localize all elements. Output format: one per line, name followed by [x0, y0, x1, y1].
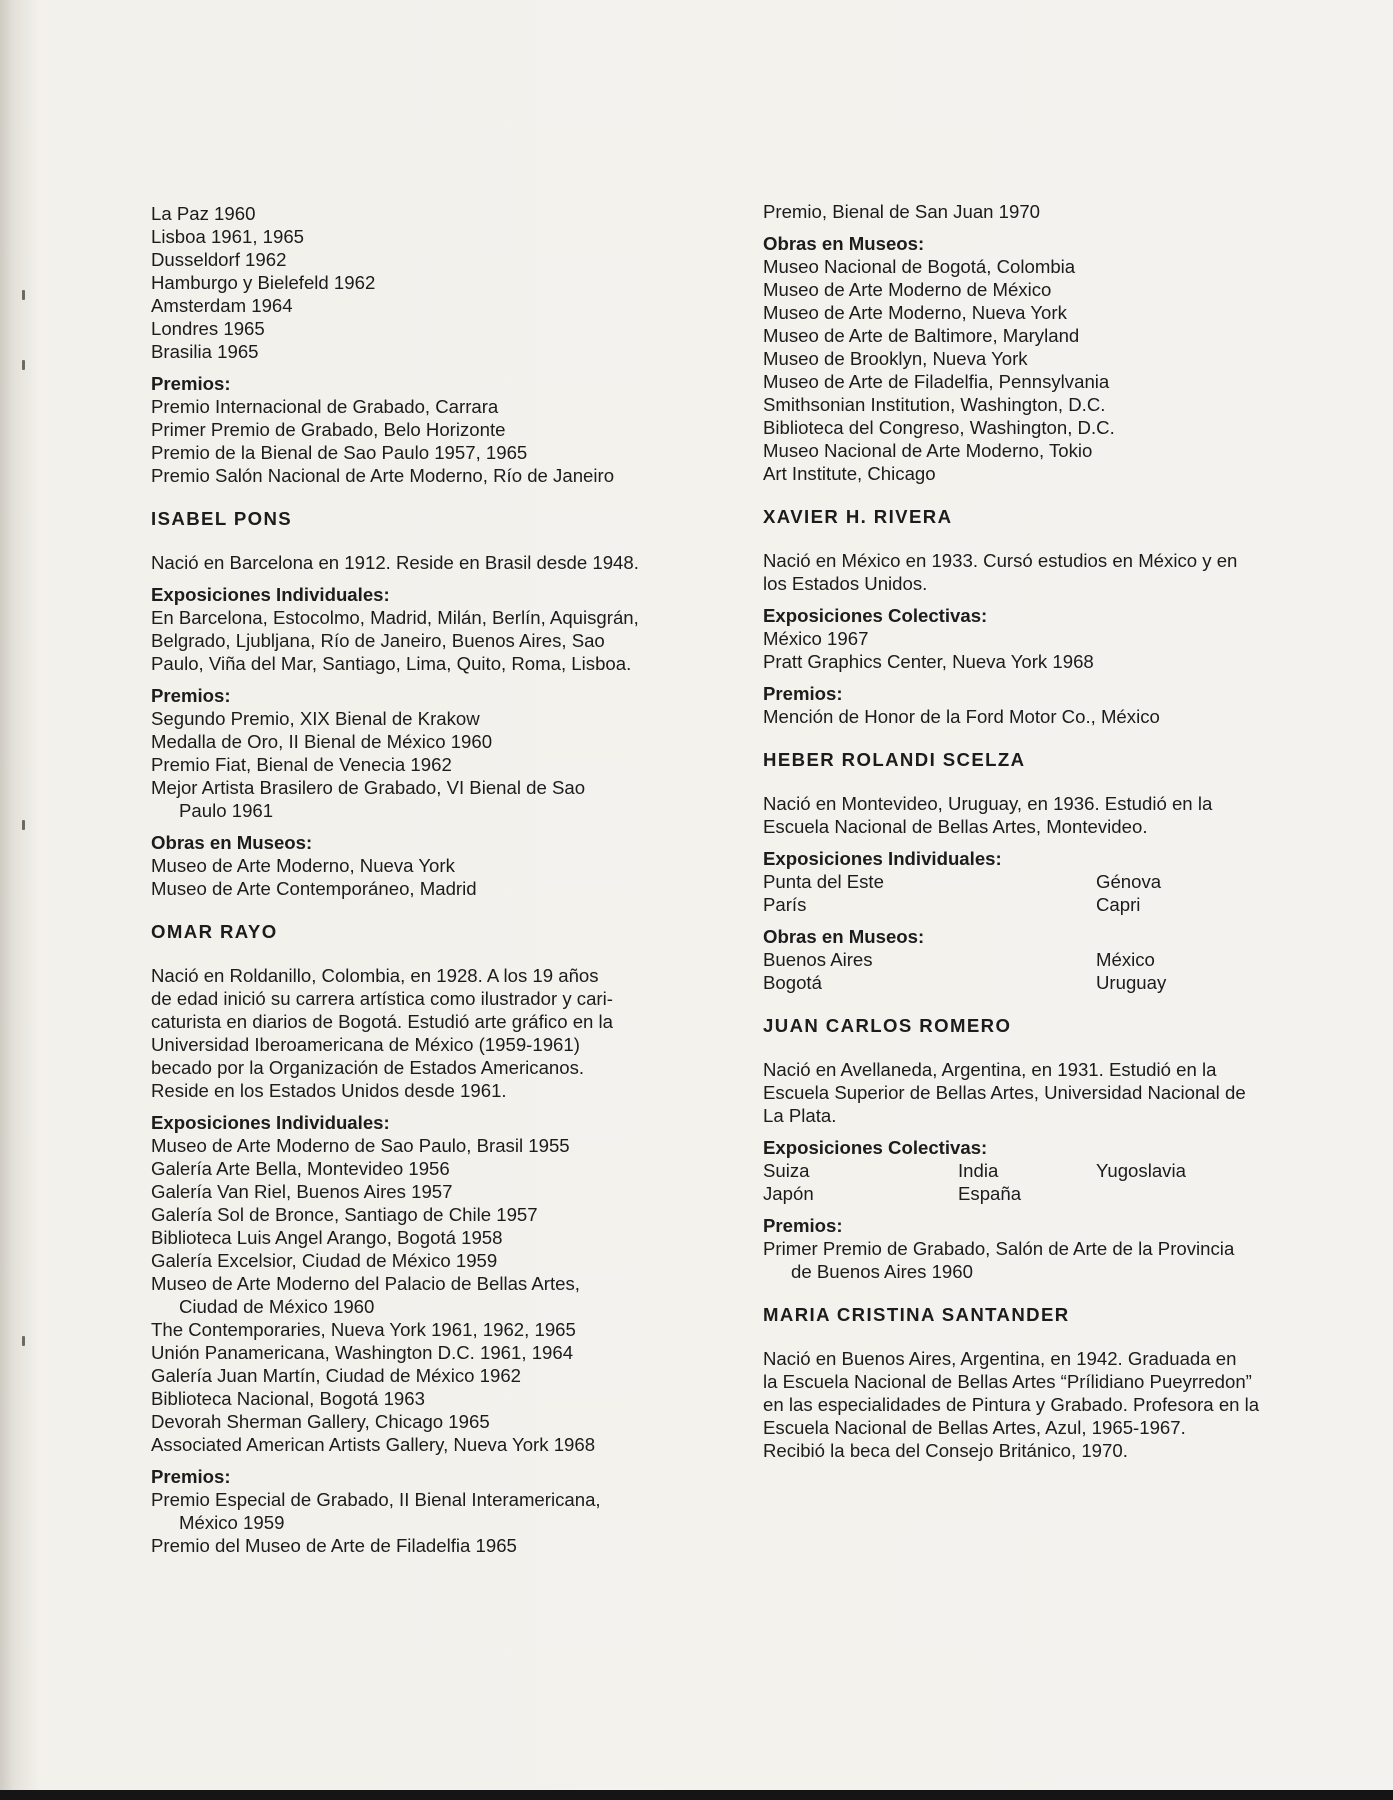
list-item: París: [763, 894, 807, 915]
exhibitions-list: [151, 1134, 751, 1456]
exhibition-cities: [151, 202, 751, 363]
artist-bio: [151, 964, 751, 1102]
bio-line: becado por la Organización de Estados Americanos.: [151, 1057, 585, 1078]
list-item: Yugoslavia: [1096, 1160, 1186, 1181]
exhibitions-list: [151, 606, 751, 675]
awards-list: [151, 707, 751, 822]
list-item: Museo de Arte de Filadelfia, Pennsylvania: [763, 371, 1110, 392]
section-label: Exposiciones Individuales:: [763, 848, 1002, 869]
list-item: México 1967: [763, 628, 869, 649]
awards-list: [151, 395, 751, 487]
section-label: Premios:: [151, 685, 231, 706]
artist-name: HEBER ROLANDI SCELZA: [763, 749, 1026, 770]
list-item: Museo de Arte Moderno, Nueva York: [763, 302, 1067, 323]
list-item: Premio del Museo de Arte de Filadelfia 1965: [151, 1535, 517, 1556]
artist-name: MARIA CRISTINA SANTANDER: [763, 1304, 1070, 1325]
list-item: Amsterdam 1964: [151, 295, 293, 316]
section-label: Exposiciones Individuales:: [151, 584, 390, 605]
artist-bio: [763, 1347, 1323, 1462]
list-item: Biblioteca Luis Angel Arango, Bogotá 1958: [151, 1227, 503, 1248]
list-item: Londres 1965: [151, 318, 265, 339]
list-item: La Paz 1960: [151, 203, 256, 224]
artist-bio: [763, 792, 1323, 838]
left-column: [151, 202, 751, 1557]
page-bottom-edge: [0, 1790, 1393, 1800]
list-item: Museo Nacional de Arte Moderno, Tokio: [763, 440, 1093, 461]
list-item: Suiza: [763, 1160, 810, 1181]
list-item: Génova: [1096, 871, 1162, 892]
list-item: México: [1096, 949, 1155, 970]
list-item: Galería Arte Bella, Montevideo 1956: [151, 1158, 450, 1179]
list-item: India: [958, 1160, 999, 1181]
bio-line: Reside en los Estados Unidos desde 1961.: [151, 1080, 507, 1101]
museums-list: [763, 255, 1323, 485]
exhibitions-list: [763, 627, 1323, 673]
section-label: Obras en Museos:: [763, 233, 925, 254]
list-item: Museo de Arte Moderno de Sao Paulo, Brasil 1955: [151, 1135, 570, 1156]
bio-line: Escuela Nacional de Bellas Artes, Azul, 1965-1967.: [763, 1417, 1186, 1438]
list-item: México 1959: [179, 1512, 285, 1533]
list-item: Museo de Brooklyn, Nueva York: [763, 348, 1028, 369]
exhibitions-grid: [763, 870, 1323, 916]
bio-line: Nació en México en 1933. Cursó estudios en México y en: [763, 550, 1238, 571]
list-item: Premio Internacional de Grabado, Carrara: [151, 396, 499, 417]
section-label: Premios:: [151, 1466, 231, 1487]
list-item: Brasilia 1965: [151, 341, 259, 362]
list-item: En Barcelona, Estocolmo, Madrid, Milán, Berlín, Aquisgrán,: [151, 607, 639, 628]
artist-bio: Nació en Barcelona en 1912. Reside en Brasil desde 1948.: [151, 552, 639, 573]
list-item: Japón: [763, 1183, 814, 1204]
list-item: Museo de Arte Moderno del Palacio de Bellas Artes,: [151, 1273, 580, 1294]
list-item: Paulo, Viña del Mar, Santiago, Lima, Quito, Roma, Lisboa.: [151, 653, 632, 674]
list-item: Galería Excelsior, Ciudad de México 1959: [151, 1250, 498, 1271]
right-column: [763, 200, 1323, 1462]
list-item: [1096, 1182, 1256, 1205]
list-item: Galería Juan Martín, Ciudad de México 1962: [151, 1365, 522, 1386]
binding-mark: [22, 820, 25, 830]
list-item: Ciudad de México 1960: [179, 1296, 375, 1317]
list-item: Unión Panamericana, Washington D.C. 1961, 1964: [151, 1342, 574, 1363]
list-item: Dusseldorf 1962: [151, 249, 287, 270]
section-label: Exposiciones Individuales:: [151, 1112, 390, 1133]
museums-grid: [763, 948, 1323, 994]
list-item: Capri: [1096, 894, 1141, 915]
list-item: Galería Sol de Bronce, Santiago de Chile 1957: [151, 1204, 538, 1225]
section-label: Premios:: [151, 373, 231, 394]
list-item: Smithsonian Institution, Washington, D.C.: [763, 394, 1106, 415]
list-item: Museo de Arte de Baltimore, Maryland: [763, 325, 1080, 346]
list-item: Belgrado, Ljubljana, Río de Janeiro, Buenos Aires, Sao: [151, 630, 605, 651]
list-item: Art Institute, Chicago: [763, 463, 936, 484]
list-item: Biblioteca del Congreso, Washington, D.C.: [763, 417, 1115, 438]
bio-line: Universidad Iberoamericana de México (1959-1961): [151, 1034, 580, 1055]
exhibitions-grid: [763, 1159, 1323, 1205]
section-label: Obras en Museos:: [763, 926, 925, 947]
artist-bio: [763, 549, 1323, 595]
list-item: Museo Nacional de Bogotá, Colombia: [763, 256, 1076, 277]
list-item: Associated American Artists Gallery, Nueva York 1968: [151, 1434, 596, 1455]
list-item: España: [958, 1183, 1022, 1204]
binding-mark: [22, 1336, 25, 1346]
bio-line: caturista en diarios de Bogotá. Estudió arte gráfico en la: [151, 1011, 614, 1032]
list-item: Premio Salón Nacional de Arte Moderno, Río de Janeiro: [151, 465, 615, 486]
artist-name: XAVIER H. RIVERA: [763, 506, 953, 527]
list-item: Paulo 1961: [179, 800, 274, 821]
artist-name: OMAR RAYO: [151, 921, 278, 942]
binding-mark: [22, 290, 25, 300]
list-item: Devorah Sherman Gallery, Chicago 1965: [151, 1411, 490, 1432]
section-label: Obras en Museos:: [151, 832, 313, 853]
section-label: Exposiciones Colectivas:: [763, 605, 988, 626]
awards-list: [763, 705, 1323, 728]
list-item: Biblioteca Nacional, Bogotá 1963: [151, 1388, 425, 1409]
artist-bio: [763, 1058, 1323, 1127]
list-item: de Buenos Aires 1960: [791, 1261, 973, 1282]
bio-line: los Estados Unidos.: [763, 573, 928, 594]
list-item: Museo de Arte Contemporáneo, Madrid: [151, 878, 477, 899]
list-item: Bogotá: [763, 972, 822, 993]
bio-line: Nació en Montevideo, Uruguay, en 1936. Estudió en la: [763, 793, 1213, 814]
awards-list: [151, 1488, 751, 1557]
list-item: Primer Premio de Grabado, Salón de Arte de la Provincia: [763, 1238, 1235, 1259]
bio-line: de edad inició su carrera artística como ilustrador y cari-: [151, 988, 613, 1009]
list-item: Primer Premio de Grabado, Belo Horizonte: [151, 419, 506, 440]
bio-line: La Plata.: [763, 1105, 837, 1126]
bio-line: Escuela Nacional de Bellas Artes, Montevideo.: [763, 816, 1148, 837]
section-label: Premios:: [763, 683, 843, 704]
list-item: Museo de Arte Moderno de México: [763, 279, 1052, 300]
binding-mark: [22, 360, 25, 370]
list-item: Uruguay: [1096, 972, 1167, 993]
section-label: Premios:: [763, 1215, 843, 1236]
artist-name: JUAN CARLOS ROMERO: [763, 1015, 1012, 1036]
bio-line: Recibió la beca del Consejo Británico, 1970.: [763, 1440, 1128, 1461]
bio-line: Nació en Avellaneda, Argentina, en 1931. Estudió en la: [763, 1059, 1217, 1080]
awards-list: [763, 1237, 1323, 1283]
artist-name: ISABEL PONS: [151, 508, 293, 529]
list-item: The Contemporaries, Nueva York 1961, 1962, 1965: [151, 1319, 576, 1340]
list-item: Pratt Graphics Center, Nueva York 1968: [763, 651, 1094, 672]
award-line: Premio, Bienal de San Juan 1970: [763, 201, 1041, 222]
section-label: Exposiciones Colectivas:: [763, 1137, 988, 1158]
list-item: Premio Fiat, Bienal de Venecia 1962: [151, 754, 452, 775]
museums-list: [151, 854, 751, 900]
list-item: Lisboa 1961, 1965: [151, 226, 305, 247]
list-item: Punta del Este: [763, 871, 884, 892]
list-item: Buenos Aires: [763, 949, 873, 970]
list-item: Premio de la Bienal de Sao Paulo 1957, 1965: [151, 442, 528, 463]
bio-line: Nació en Roldanillo, Colombia, en 1928. A los 19 años: [151, 965, 599, 986]
bio-line: la Escuela Nacional de Bellas Artes “Prílidiano Pueyrredon”: [763, 1371, 1252, 1392]
bio-line: Escuela Superior de Bellas Artes, Universidad Nacional de: [763, 1082, 1246, 1103]
bio-line: en las especialidades de Pintura y Grabado. Profesora en la: [763, 1394, 1260, 1415]
list-item: Segundo Premio, XIX Bienal de Krakow: [151, 708, 480, 729]
list-item: Mejor Artista Brasilero de Grabado, VI Bienal de Sao: [151, 777, 586, 798]
list-item: Premio Especial de Grabado, II Bienal Interamericana,: [151, 1489, 601, 1510]
list-item: Galería Van Riel, Buenos Aires 1957: [151, 1181, 453, 1202]
bio-line: Nació en Buenos Aires, Argentina, en 1942. Graduada en: [763, 1348, 1237, 1369]
list-item: Medalla de Oro, II Bienal de México 1960: [151, 731, 493, 752]
list-item: Mención de Honor de la Ford Motor Co., México: [763, 706, 1160, 727]
list-item: Hamburgo y Bielefeld 1962: [151, 272, 376, 293]
list-item: Museo de Arte Moderno, Nueva York: [151, 855, 455, 876]
